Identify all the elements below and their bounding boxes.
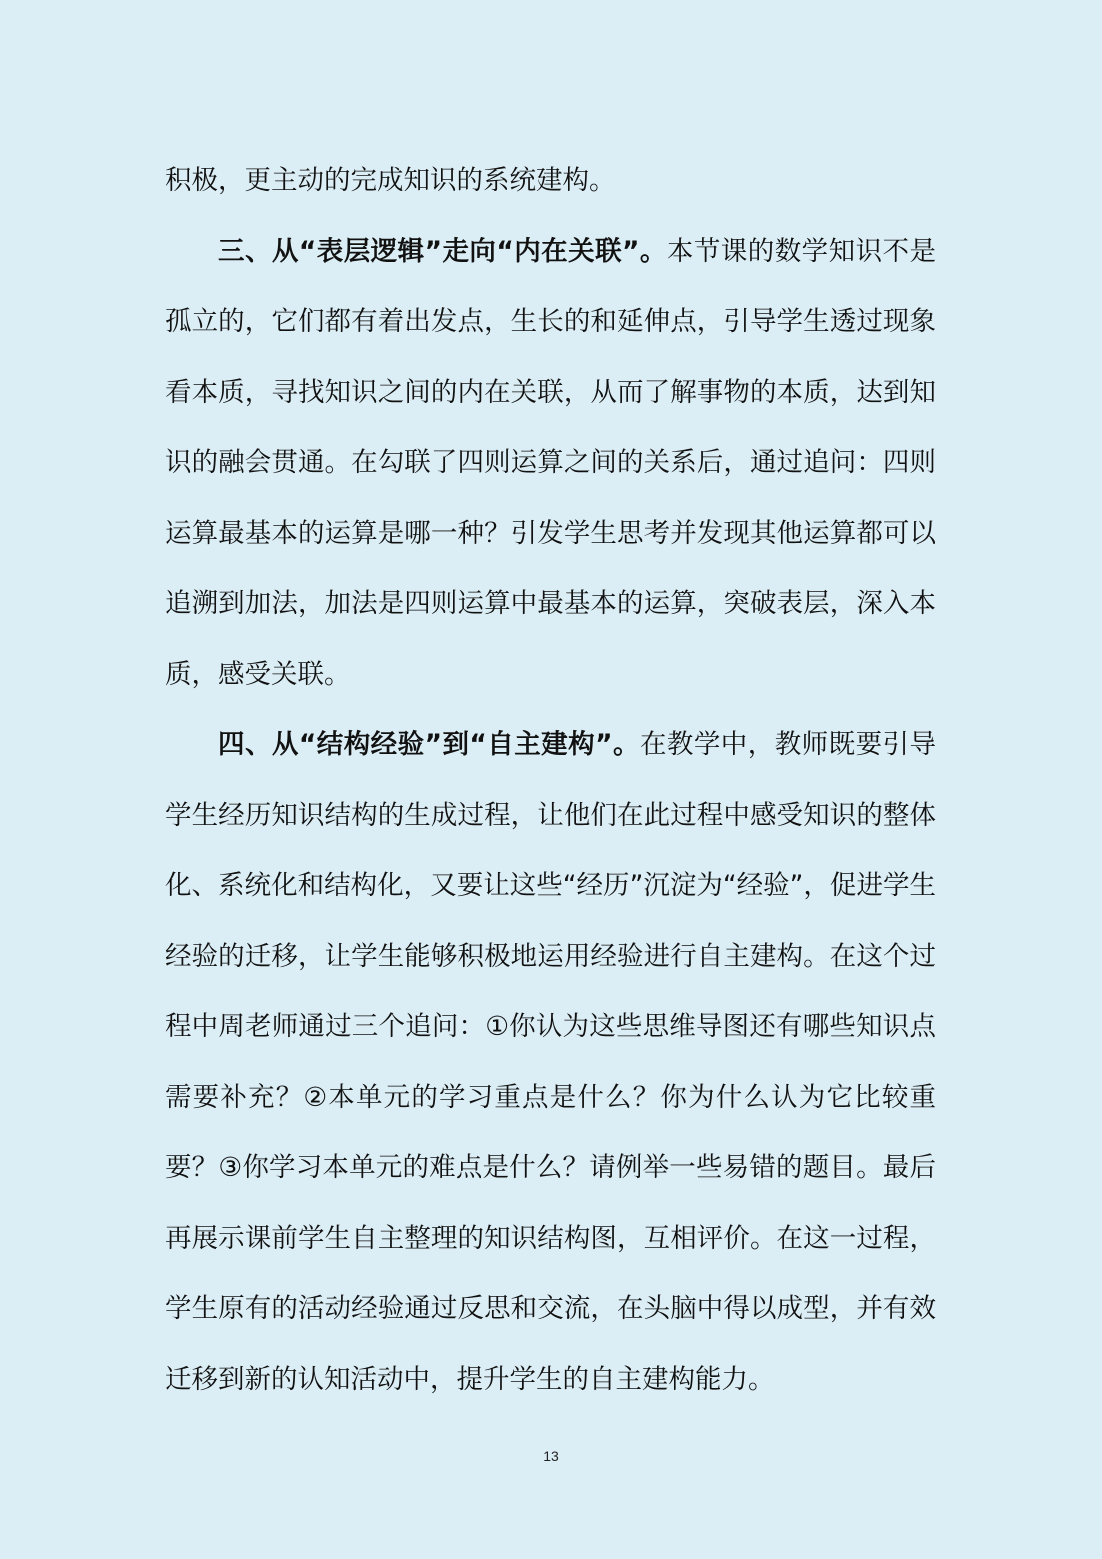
paragraph-text: 积极，更主动的完成知识的系统建构。	[165, 165, 616, 196]
paragraph-section-4	[165, 710, 936, 1415]
page-number: 13	[543, 1448, 559, 1464]
section-heading-3: 三、从“表层逻辑”走向“内在关联”。	[218, 235, 667, 267]
paragraph-section-3	[165, 217, 936, 711]
paragraph-text: 在教学中，教师既要引导学生经历知识结构的生成过程，让他们在此过程中感受知识的整体化、系统化和结构化，又要让这些“经历”沉淀为“经验”，促进学生经验的迁移，让学生能够积极地运用经验进行自主建构。在这个过程中周老师通过三个追问：①你认为这些思维导图还有哪些知识点需要补充？②本单元的学习重点是什么？你为什么认为它比较重要？③你学习本单元的难点是什么？请例举一些易错的题目。最后再展示课前学生自主整理的知识结构图，互相评价。在这一过程，学生原有的活动经验通过反思和交流，在头脑中得以成型，并有效迁移到新的认知活动中，提升学生的自主建构能力。	[165, 729, 937, 1395]
paragraph-text: 本节课的数学知识不是孤立的，它们都有着出发点，生长的和延伸点，引导学生透过现象看本质，寻找知识之间的内在关联，从而了解事物的本质，达到知识的融会贯通。在勾联了四则运算之间的关系后，通过追问：四则运算最基本的运算是哪一种？引发学生思考并发现其他运算都可以追溯到加法，加法是四则运算中最基本的运算，突破表层，深入本质，感受关联。	[165, 235, 936, 690]
document-body	[165, 146, 936, 1415]
paragraph-continuation	[165, 146, 936, 217]
section-heading-4: 四、从“结构经验”到“自主建构”。	[218, 729, 640, 760]
